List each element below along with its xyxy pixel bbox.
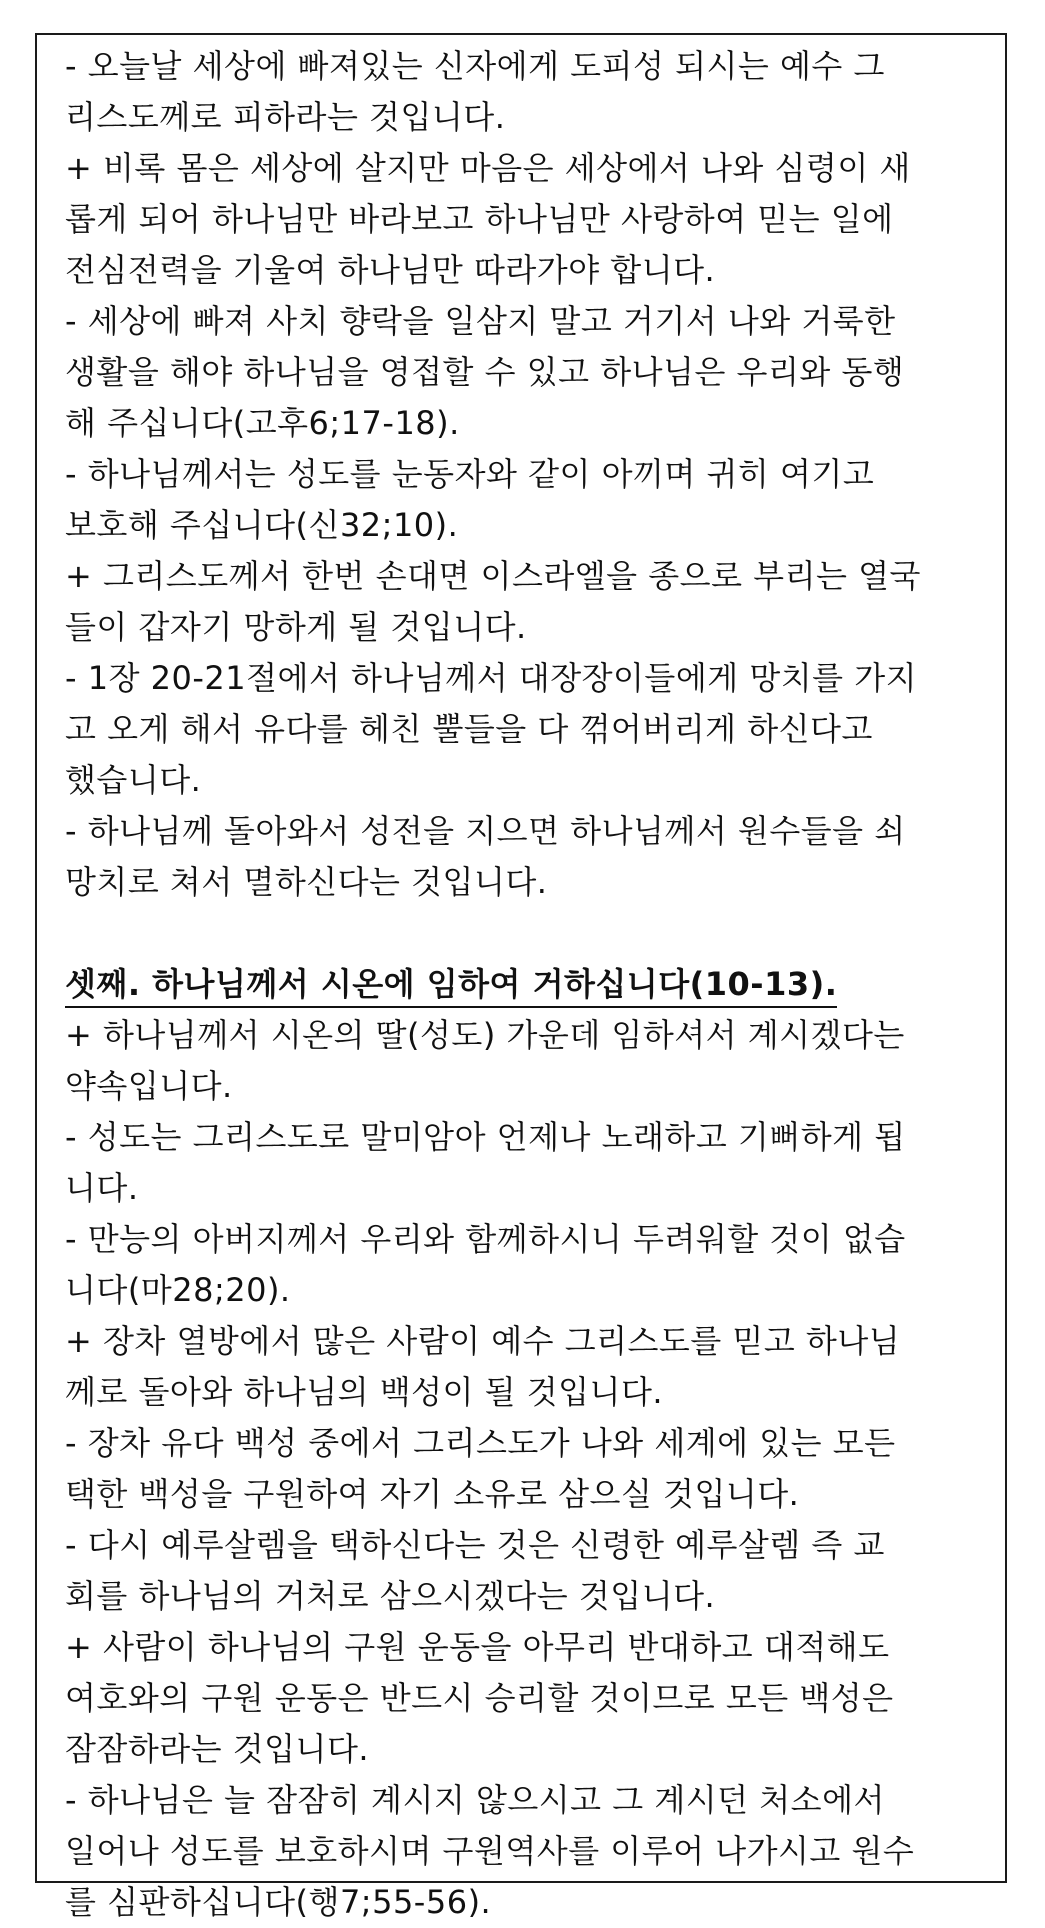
text-line: 리스도께로 피하라는 것입니다. [65,98,506,136]
text-line: 전심전력을 기울여 하나님만 따라가야 합니다. [65,251,716,289]
text-line: - 다시 예루살렘을 택하신다는 것은 신령한 예루살렘 즉 교 [65,1526,885,1564]
text-line: + 장차 열방에서 많은 사람이 예수 그리스도를 믿고 하나님 [65,1322,901,1360]
section-heading: 셋째. 하나님께서 시온에 임하여 거하십니다(10-13). [65,962,837,1008]
text-line: 니다(마28;20). [65,1271,291,1309]
text-line: - 하나님께 돌아와서 성전을 지으면 하나님께서 원수들을 쇠 [65,812,906,850]
text-line: 일어나 성도를 보호하시며 구원역사를 이루어 나가시고 원수 [65,1832,915,1870]
text-line: 여호와의 구원 운동은 반드시 승리할 것이므로 모든 백성은 [65,1679,894,1717]
text-line: 회를 하나님의 거처로 삼으시겠다는 것입니다. [65,1577,716,1615]
document-frame [35,33,1007,1921]
text-line: + 하나님께서 시온의 딸(성도) 가운데 임하셔서 계시겠다는 [65,1016,905,1054]
text-line: 잠잠하라는 것입니다. [65,1730,370,1768]
text-line: 생활을 해야 하나님을 영접할 수 있고 하나님은 우리와 동행 [65,353,905,391]
text-line: 롭게 되어 하나님만 바라보고 하나님만 사랑하여 믿는 일에 [65,200,894,238]
text-line: - 만능의 아버지께서 우리와 함께하시니 두려워할 것이 없습 [65,1220,906,1258]
blank-line [65,908,985,959]
text-line: + 사람이 하나님의 구원 운동을 아무리 반대하고 대적해도 [65,1628,890,1666]
text-line: 들이 갑자기 망하게 될 것입니다. [65,608,527,646]
text-line: 를 심판하십니다(행7;55-56). [65,1883,492,1921]
text-line: - 세상에 빠져 사치 향락을 일삼지 말고 거기서 나와 거룩한 [65,302,896,340]
text-line: - 하나님은 늘 잠잠히 계시지 않으시고 그 계시던 처소에서 [65,1781,885,1819]
text-line: + 그리스도께서 한번 손대면 이스라엘을 종으로 부리는 열국 [65,557,921,595]
text-line: - 성도는 그리스도로 말미암아 언제나 노래하고 기뻐하게 됩 [65,1118,906,1156]
text-line: 께로 돌아와 하나님의 백성이 될 것입니다. [65,1373,664,1411]
text-line: - 오늘날 세상에 빠져있는 신자에게 도피성 되시는 예수 그 [65,47,885,85]
text-line: 택한 백성을 구원하여 자기 소유로 삼으실 것입니다. [65,1475,800,1513]
text-line: 보호해 주십니다(신32;10). [65,506,459,544]
text-line: - 하나님께서는 성도를 눈동자와 같이 아끼며 귀히 여기고 [65,455,875,493]
text-line: 해 주십니다(고후6;17-18). [65,404,460,442]
text-line: 망치로 쳐서 멸하신다는 것입니다. [65,863,548,901]
text-line: - 1장 20-21절에서 하나님께서 대장장이들에게 망치를 가지 [65,659,918,697]
text-line: + 비록 몸은 세상에 살지만 마음은 세상에서 나와 심령이 새 [65,149,911,187]
document-body [65,41,985,1928]
text-line: 했습니다. [65,761,202,799]
text-line: 니다. [65,1169,139,1207]
text-line: 고 오게 해서 유다를 헤친 뿔들을 다 꺾어버리게 하신다고 [65,710,873,748]
text-line: 약속입니다. [65,1067,233,1105]
section-heading-line [65,959,985,1010]
text-line: - 장차 유다 백성 중에서 그리스도가 나와 세계에 있는 모든 [65,1424,896,1462]
